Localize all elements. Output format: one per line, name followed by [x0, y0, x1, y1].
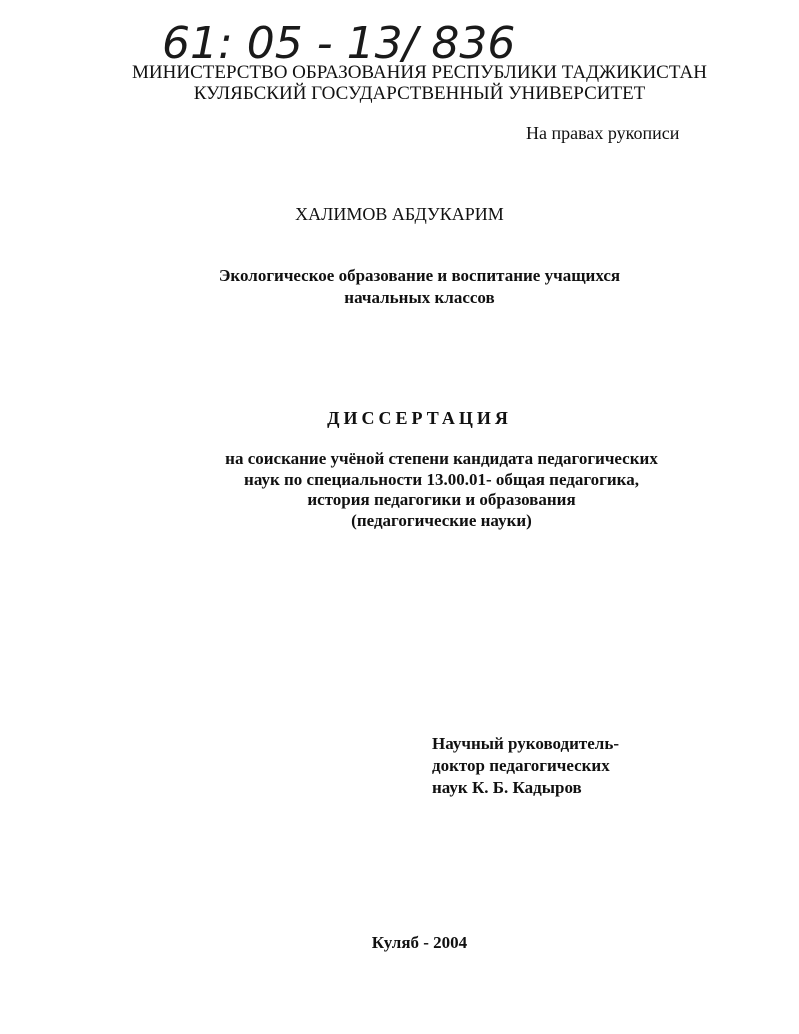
dissertation-title-line-1: Экологическое образование и воспитание учащихся — [218, 266, 621, 285]
degree-line-3: история педагогики и образования — [307, 490, 576, 509]
document-type-heading: ДИССЕРТАЦИЯ — [327, 408, 512, 428]
supervisor-line-2: доктор педагогических — [432, 756, 610, 775]
ministry-name: МИНИСТЕРСТВО ОБРАЗОВАНИЯ РЕСПУБЛИКИ ТАДЖИКИСТАН — [132, 62, 707, 83]
supervisor-line-3: наук К. Б. Кадыров — [432, 778, 582, 797]
supervisor-block — [432, 733, 619, 799]
manuscript-rights-note: На правах рукописи — [526, 123, 680, 143]
city-year: Куляб - 2004 — [371, 933, 468, 952]
degree-line-4: (педагогические науки) — [351, 511, 532, 530]
supervisor-line-1: Научный руководитель- — [432, 734, 619, 753]
degree-line-1: на соискание учёной степени кандидата педагогических — [225, 449, 658, 468]
dissertation-title-line-2: начальных классов — [344, 288, 495, 307]
handwritten-number-text: 61: 05 - 13/ 836 — [162, 18, 516, 69]
degree-line-2: наук по специальности 13.00.01- общая педагогика, — [244, 470, 639, 489]
author-name: ХАЛИМОВ АБДУКАРИМ — [295, 204, 504, 224]
university-name: КУЛЯБСКИЙ ГОСУДАРСТВЕННЫЙ УНИВЕРСИТЕТ — [193, 83, 646, 104]
